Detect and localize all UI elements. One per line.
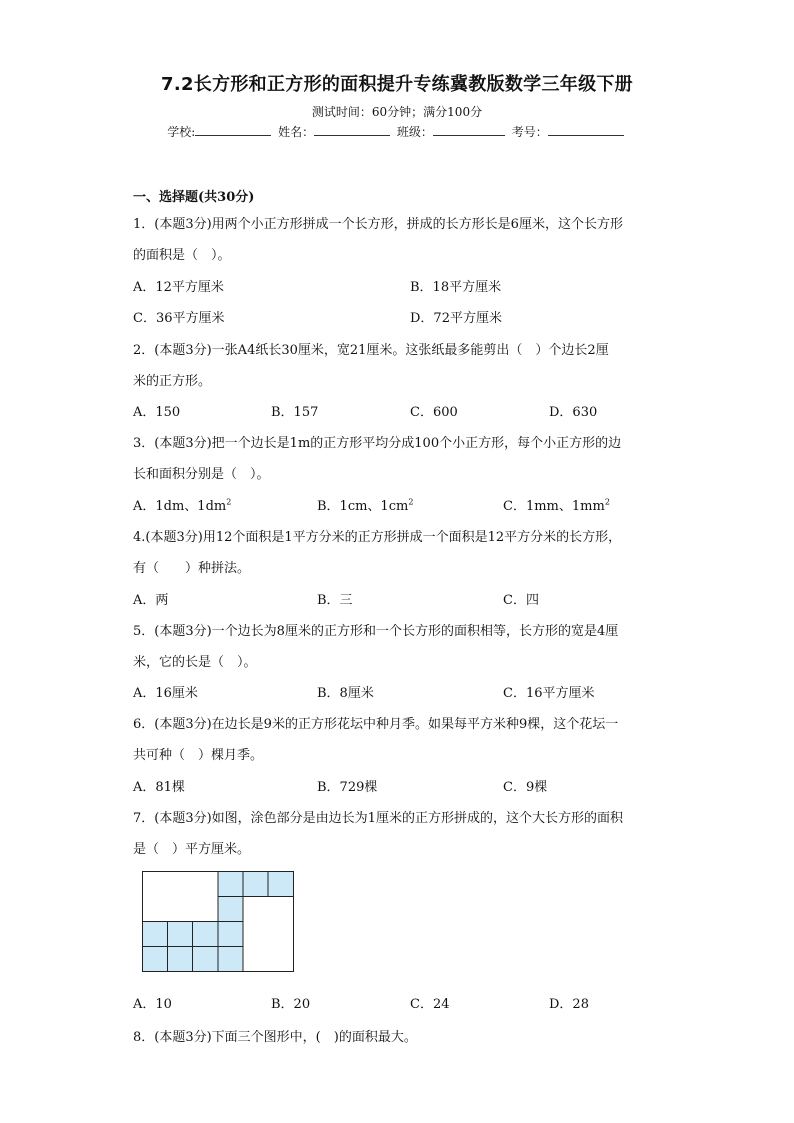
rectangle-grid-figure xyxy=(142,871,294,972)
name-blank[interactable] xyxy=(314,123,390,136)
question-6-option-c[interactable]: C．9棵 xyxy=(503,780,548,795)
option-text: B．1cm、1cm xyxy=(317,499,409,514)
question-2-line-2: 米的正方形。 xyxy=(133,374,212,389)
question-5-line-1: 5．(本题3分)一个边长为8厘米的正方形和一个长方形的面积相等，长方形的宽是4厘 xyxy=(133,624,619,639)
question-8-line-1: 8．(本题3分)下面三个图形中，( )的面积最大。 xyxy=(133,1030,417,1045)
question-1-line-2: 的面积是（ ）。 xyxy=(133,248,231,263)
shaded-square xyxy=(243,872,268,897)
question-6-option-a[interactable]: A．81棵 xyxy=(133,780,185,795)
shaded-square xyxy=(218,947,243,972)
shaded-square xyxy=(268,872,294,897)
class-label: 班级： xyxy=(396,125,433,139)
question-4-line-1: 4.(本题3分)用12个面积是1平方分米的正方形拼成一个面积是12平方分米的长方形， xyxy=(133,530,622,545)
question-6-line-2: 共可种（ ）棵月季。 xyxy=(133,748,264,763)
question-2-option-d[interactable]: D．630 xyxy=(549,405,598,420)
option-text: C．1mm、1mm xyxy=(503,499,605,514)
question-1-line-1: 1．(本题3分)用两个小正方形拼成一个长方形，拼成的长方形长是6厘米，这个长方形 xyxy=(133,217,623,232)
question-1-option-b[interactable]: B．18平方厘米 xyxy=(410,280,502,295)
shaded-square xyxy=(143,947,168,972)
question-3-option-b[interactable] xyxy=(317,495,413,514)
shaded-square xyxy=(193,922,219,947)
superscript: 2 xyxy=(226,497,232,507)
question-4-option-c[interactable]: C．四 xyxy=(503,593,539,608)
question-4-option-a[interactable]: A．两 xyxy=(133,593,169,608)
question-1-option-c[interactable]: C．36平方厘米 xyxy=(133,311,225,326)
question-5-line-2: 米，它的长是（ ）。 xyxy=(133,655,257,670)
number-blank[interactable] xyxy=(548,123,624,136)
shaded-square xyxy=(218,897,243,922)
question-3-line-1: 3．(本题3分)把一个边长是1m的正方形平均分成100个小正方形，每个小正方形的边 xyxy=(133,436,622,451)
question-7-line-2: 是（ ）平方厘米。 xyxy=(133,842,251,857)
page-title: 7.2长方形和正方形的面积提升专练冀教版数学三年级下册 xyxy=(161,74,633,95)
question-2-line-1: 2．(本题3分)一张A4纸长30厘米，宽21厘米。这张纸最多能剪出（ ）个边长2厘 xyxy=(133,343,609,358)
question-3-option-c[interactable] xyxy=(503,495,610,514)
question-7-option-b[interactable]: B．20 xyxy=(271,997,311,1012)
question-2-option-c[interactable]: C．600 xyxy=(410,405,458,420)
option-text: A．1dm、1dm xyxy=(133,499,227,514)
question-3-option-a[interactable] xyxy=(133,495,231,514)
shaded-square xyxy=(143,922,168,947)
question-2-option-b[interactable]: B．157 xyxy=(271,405,319,420)
question-7-option-a[interactable]: A．10 xyxy=(133,997,172,1012)
shaded-square xyxy=(193,947,219,972)
section-heading: 一、选择题(共30分) xyxy=(133,190,255,205)
shaded-square xyxy=(218,922,243,947)
superscript: 2 xyxy=(604,497,610,507)
number-label: 考号： xyxy=(511,125,548,139)
question-4-option-b[interactable]: B．三 xyxy=(317,593,353,608)
name-label: 姓名： xyxy=(278,125,315,139)
question-6-option-b[interactable]: B．729棵 xyxy=(317,780,378,795)
school-blank[interactable] xyxy=(195,123,271,136)
question-3-line-2: 长和面积分别是（ ）。 xyxy=(133,467,270,482)
question-7-option-c[interactable]: C．24 xyxy=(410,997,450,1012)
question-1-option-d[interactable]: D．72平方厘米 xyxy=(410,311,502,326)
test-info: 测试时间：60分钟；满分100分 xyxy=(311,105,483,119)
question-1-option-a[interactable]: A．12平方厘米 xyxy=(133,280,224,295)
shaded-square xyxy=(218,872,243,897)
question-4-line-2: 有（ ）种拼法。 xyxy=(133,561,251,576)
shaded-square xyxy=(168,947,193,972)
question-6-line-1: 6．(本题3分)在边长是9米的正方形花坛中种月季。如果每平方米种9棵，这个花坛一 xyxy=(133,717,619,732)
question-5-option-b[interactable]: B．8厘米 xyxy=(317,686,374,701)
student-info-row xyxy=(0,123,794,140)
question-7-line-1: 7．(本题3分)如图，涂色部分是由边长为1厘米的正方形拼成的，这个大长方形的面积 xyxy=(133,811,623,826)
class-blank[interactable] xyxy=(433,123,505,136)
question-5-option-a[interactable]: A．16厘米 xyxy=(133,686,198,701)
question-7-option-d[interactable]: D．28 xyxy=(549,997,589,1012)
shaded-square xyxy=(168,922,193,947)
school-label: 学校: xyxy=(167,125,196,139)
question-2-option-a[interactable]: A．150 xyxy=(133,405,181,420)
superscript: 2 xyxy=(408,497,414,507)
question-5-option-c[interactable]: C．16平方厘米 xyxy=(503,686,595,701)
